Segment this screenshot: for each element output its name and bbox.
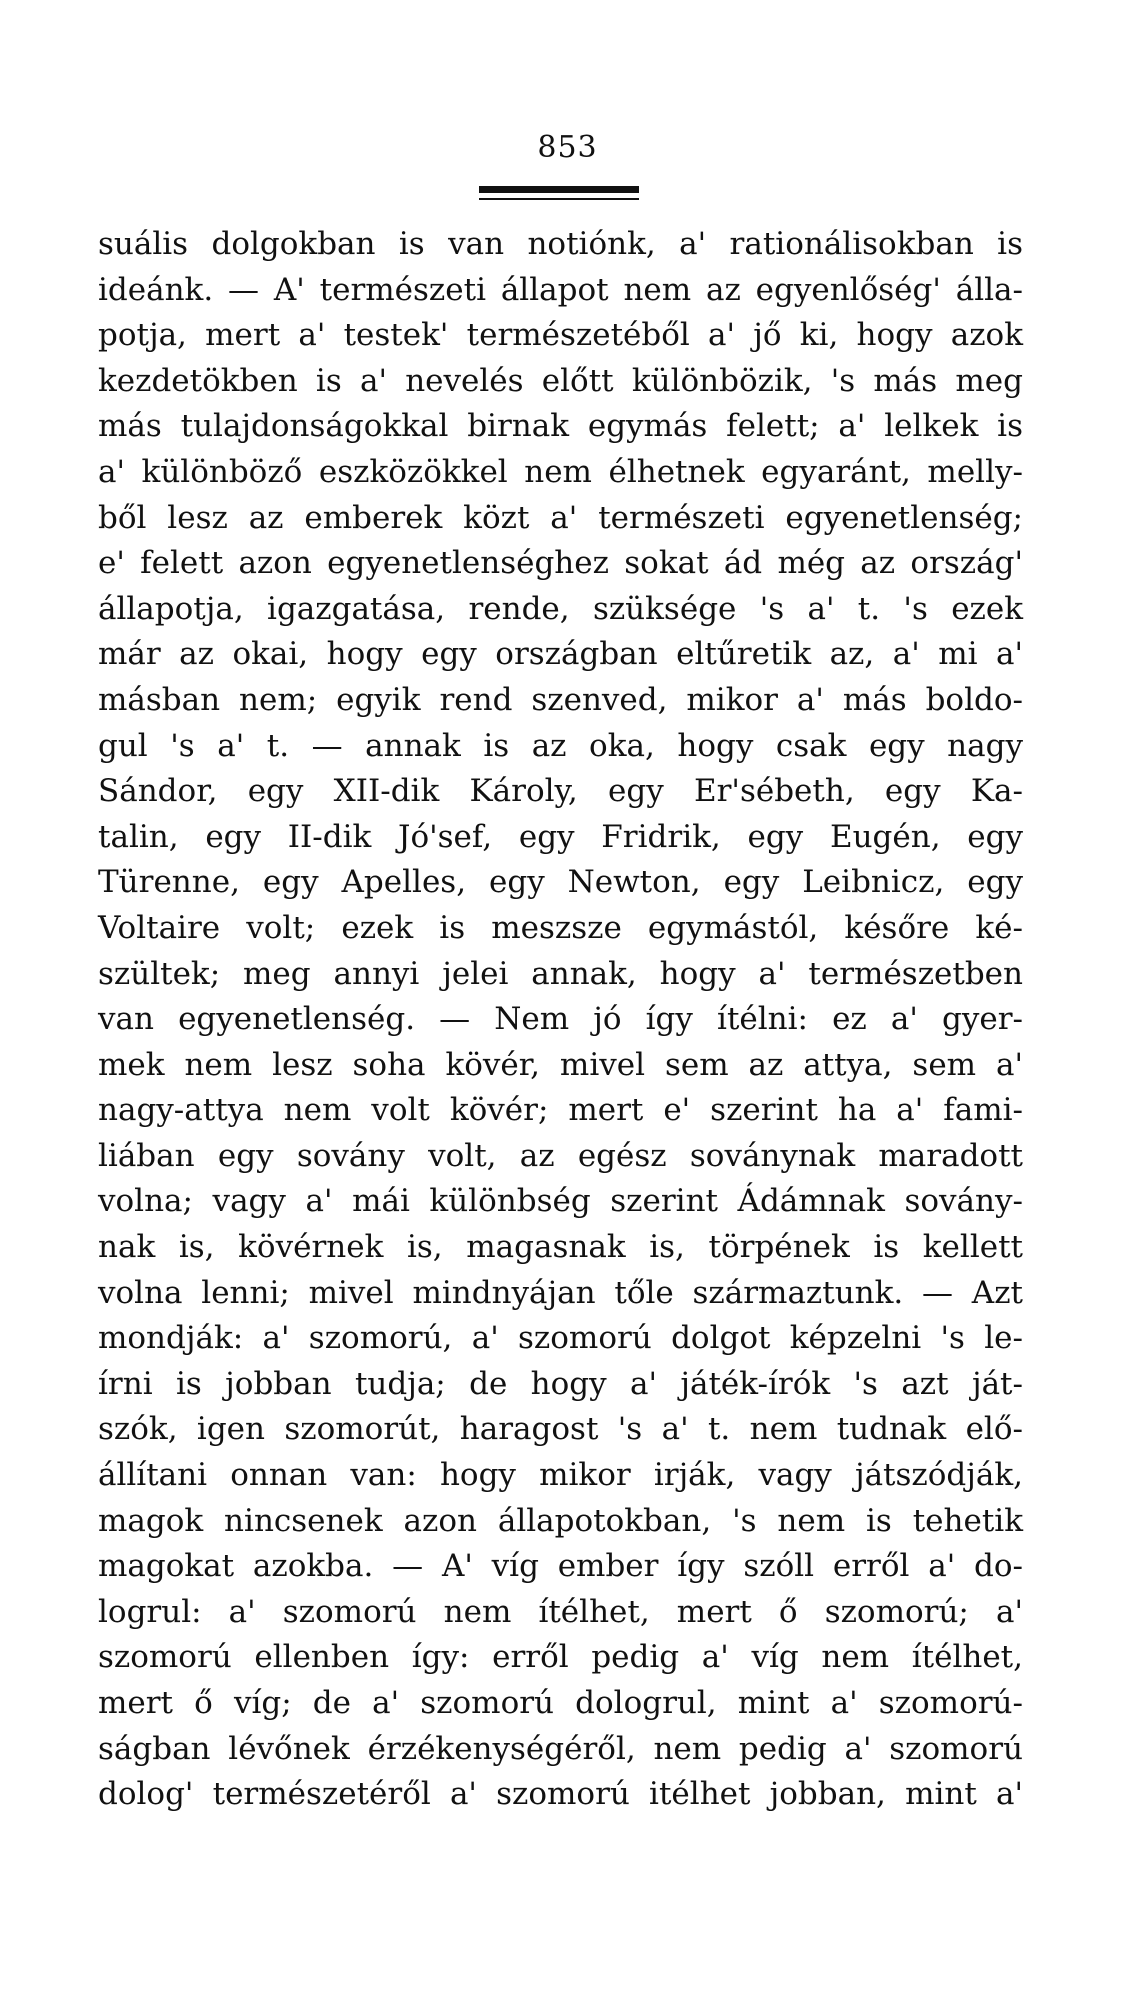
text-line: ságban lévőnek érzékenységéről, nem pedig a' szomorú [98, 1730, 1023, 1767]
text-line: liában egy sovány volt, az egész soványnak maradott [98, 1137, 1023, 1174]
text-line: másban nem; egyik rend szenved, mikor a' más boldo- [98, 681, 1023, 718]
text-line: Türenne, egy Apelles, egy Newton, egy Leibnicz, egy [98, 864, 1023, 901]
text-line: már az okai, hogy egy országban eltűretik az, a' mi a' [98, 636, 1023, 673]
text-line: talin, egy II-dik Jó'sef, egy Fridrik, egy Eugén, egy [98, 818, 1023, 855]
text-line: kezdetökben is a' nevelés előtt különbözik, 's más meg [98, 362, 1023, 399]
text-line: szók, igen szomorút, haragost 's a' t. nem tudnak elő- [98, 1411, 1023, 1448]
text-line: állítani onnan van: hogy mikor irják, vagy játszódják, [98, 1457, 1023, 1494]
text-line: a' különböző eszközökkel nem élhetnek egyaránt, melly- [98, 453, 1023, 490]
text-line: e' felett azon egyenetlenséghez sokat ád még az ország' [98, 545, 1023, 582]
text-line: nagy-attya nem volt kövér; mert e' szerint ha a' fami- [98, 1092, 1023, 1129]
text-line: volna lenni; mivel mindnyájan tőle származtunk. — Azt [98, 1274, 1023, 1311]
text-line: szomorú ellenben így: erről pedig a' víg nem ítélhet, [98, 1639, 1023, 1676]
text-line: magok nincsenek azon állapotokban, 's nem is tehetik [98, 1502, 1023, 1539]
text-line: gul 's a' t. — annak is az oka, hogy csak egy nagy [98, 727, 1023, 764]
text-line: más tulajdonságokkal birnak egymás felett; a' lelkek is [98, 408, 1023, 445]
text-line: Sándor, egy XII-dik Károly, egy Er'sébeth, egy Ka- [98, 773, 1023, 810]
text-line: volna; vagy a' mái különbség szerint Ádámnak sovány- [98, 1183, 1023, 1220]
body-text [98, 222, 1023, 1818]
text-line: szültek; meg annyi jelei annak, hogy a' természetben [98, 955, 1023, 992]
text-line: suális dolgokban is van notiónk, a' rationálisokban is [98, 226, 1023, 262]
text-line: mek nem lesz soha kövér, mivel sem az attya, sem a' [98, 1046, 1023, 1083]
page-number: 853 [537, 130, 598, 165]
text-line: van egyenetlenség. — Nem jó így ítélni: ez a' gyer- [98, 1001, 1023, 1038]
text-line: Voltaire volt; ezek is meszsze egymástól, későre ké- [98, 909, 1023, 946]
text-line: ből lesz az emberek közt a' természeti egyenetlenség; [98, 499, 1023, 536]
header-rule-thin [479, 198, 639, 200]
text-line: ideánk. — A' természeti állapot nem az egyenlőség' álla- [98, 271, 1023, 308]
header-rule-thick [479, 186, 639, 193]
text-line: logrul: a' szomorú nem ítélhet, mert ő szomorú; a' [98, 1593, 1023, 1630]
text-line: állapotja, igazgatása, rende, szüksége 's a' t. 's ezek [98, 590, 1023, 627]
text-line: potja, mert a' testek' természetéből a' jő ki, hogy azok [98, 317, 1023, 354]
text-line: dolog' természetéről a' szomorú itélhet jobban, mint a' [98, 1776, 1023, 1813]
text-line: magokat azokba. — A' víg ember így szóll erről a' do- [98, 1548, 1023, 1585]
text-line: írni is jobban tudja; de hogy a' játék-írók 's azt ját- [98, 1365, 1023, 1402]
text-line: mondják: a' szomorú, a' szomorú dolgot képzelni 's le- [98, 1320, 1023, 1357]
text-line: mert ő víg; de a' szomorú dologrul, mint a' szomorú- [98, 1685, 1023, 1721]
text-line: nak is, kövérnek is, magasnak is, törpének is kellett [98, 1229, 1023, 1266]
